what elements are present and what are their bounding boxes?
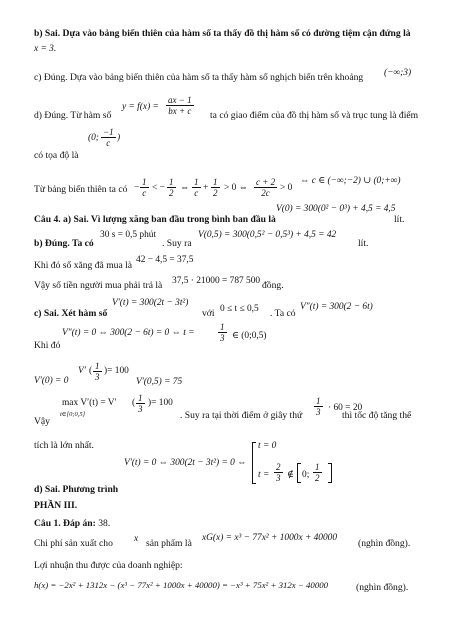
chi-equation: xG(x) = x³ − 77x² + 1000x + 40000 (202, 533, 338, 543)
item-d-point-frac (101, 127, 116, 148)
loi-line (34, 560, 183, 572)
item-d-point-num: −1 (103, 127, 114, 137)
q4-text: Câu 4. a) Sai. Vì lượng xăng ban đầu trong bình ban đầu là (34, 214, 276, 225)
vay2-text: Vậy (34, 416, 50, 427)
khido-equation: V″(t) = 0 ⇔ 300(2 − 6t) = 0 ⇔ t = (62, 328, 195, 338)
d4-sys2-frac: $\frac{2}{3}$ (276, 462, 281, 483)
d4-sys2-notin: ∉ (287, 470, 294, 480)
item-c-interval: (−∞;3) (384, 68, 412, 78)
c4-function: V′(t) = 300(2t − 3t²) (112, 298, 189, 308)
chi-unit: (nghìn đồng). (358, 538, 411, 549)
d4-interval-frac: $\frac{1}{2}$ (315, 462, 320, 483)
d4-interval-close (328, 463, 332, 483)
vay2-seconds: · 60 = 20 (328, 403, 363, 413)
ineq-pre: Từ bảng biến thiên ta có (34, 184, 128, 195)
v13-value: )= 100 (104, 366, 129, 376)
vay-text: Vậy số tiền người mua phải trả là (34, 280, 163, 291)
h-equation: h(x) = −2x² + 1312x − (x³ − 77x² + 1000x + 40000) = −x³ + 75x² + 312x − 40000 (34, 580, 329, 590)
khi-equation: 42 − 4,5 = 37,5 (136, 255, 194, 265)
vay2-mid: . Suy ra tại thời điểm ở giây thứ (180, 410, 303, 421)
phan-iii (34, 500, 77, 512)
d4-interval-zero: 0; (302, 470, 310, 480)
c4-line (34, 308, 107, 320)
chi-x: x (134, 534, 139, 544)
item-b-equation: x = 3. (34, 44, 57, 54)
item-d-point-den: c (106, 138, 111, 148)
d4-interval-open (297, 463, 301, 483)
cau1-line (34, 518, 110, 530)
b4-unit: lít. (358, 238, 369, 249)
c4-ta: . Ta có (270, 308, 296, 319)
ineq-fracs: $\frac{1}{c}$ − < − $\frac{1}{2}$ ⇔ $\frac{1}{c}$ + $\frac{1}{2}$ > 0 ⇔ $\frac{c + 2}{2c}$ > 0 (134, 177, 293, 198)
ineq-line (34, 184, 127, 196)
item-d-pre: d) Đúng. Từ hàm số (34, 110, 112, 121)
khi-line (34, 260, 132, 272)
b4-line (34, 238, 94, 250)
v13-open: ( (89, 366, 93, 376)
q4-line (34, 214, 276, 226)
vay-unit: đồng. (262, 280, 284, 291)
item-d-line (34, 110, 111, 122)
v13-frac: $\frac{1}{3}$ (95, 361, 100, 382)
khido-text: Khi đó (34, 340, 61, 351)
vay-equation: 37,5 · 21000 = 787 500 (172, 276, 261, 286)
q4-equation: V(0) = 300(0² − 0³) + 4,5 = 4,5 (276, 204, 396, 214)
b4-pre: b) Đúng. Ta có (34, 238, 94, 249)
vay2-sub: t∈[0;0,5] (60, 411, 86, 418)
b4-time: 30 s = 0,5 phút (100, 230, 157, 240)
c4-domain: 0 ≤ t ≤ 0,5 (220, 304, 259, 314)
vay2-frac: $\frac{1}{3}$ (138, 393, 143, 414)
tich-text: tích là lớn nhất. (34, 440, 94, 451)
item-d-fraction (166, 95, 194, 116)
b4-equation: V(0,5) = 300(0,5² − 0,5³) + 4,5 = 42 (198, 230, 337, 240)
vay2-paren-open: ( (132, 398, 136, 408)
item-c-line (34, 72, 363, 84)
vay-line (34, 280, 162, 292)
item-d-coord-line (34, 150, 79, 162)
ineq-result: ⇔ c ∈ (−∞;−2) ∪ (0;+∞) (300, 176, 401, 186)
vay2-eq-text: = 100 (151, 398, 173, 408)
item-d-post-text: ta có giao điểm của đồ thị hàm số và trục tung là điểm (210, 110, 419, 121)
khido-line (34, 340, 60, 352)
vay2-max: max V′(t) = V′ (62, 398, 117, 408)
c4-pre: c) Sai. Xét hàm số (34, 308, 108, 319)
item-d-fraction-num: ax − 1 (168, 95, 192, 105)
item-d-post (210, 110, 418, 122)
d4-sys2: t = (258, 470, 270, 480)
d4-sys1: t = 0 (258, 441, 277, 451)
cau1-answer: 38. (98, 518, 111, 529)
phan-iii-text: PHẦN III. (34, 500, 78, 511)
khido-frac: $\frac{1}{3}$ (220, 322, 225, 343)
chi-mid: sản phẩm là (146, 538, 192, 549)
v05-value: V′(0,5) = 75 (136, 377, 183, 387)
d4-pre: d) Sai. Phương trình (34, 484, 119, 495)
vay2-eq: )= 100 (148, 398, 173, 408)
item-d-point-close: ) (117, 133, 121, 143)
item-b-line (34, 28, 411, 40)
khi-text: Khi đó số xăng đã mua là (34, 260, 133, 271)
c4-second-derivative: V″(t) = 300(2 − 6t) (300, 302, 373, 312)
v0-value: V′(0) = 0 (34, 376, 69, 386)
d4-line (34, 484, 118, 496)
chi-text: Chi phí sản xuất cho (34, 538, 113, 549)
item-d-point-open: (0; (88, 133, 99, 143)
vay2-line (34, 416, 50, 428)
vay2-sec-frac: $\frac{1}{3}$ (316, 396, 321, 417)
vay2-post: thì tốc độ tăng thể (342, 410, 412, 421)
item-b-text: b) Sai. Dựa vào bảng biến thiên của hàm số ta thấy đồ thị hàm số có đường tiệm cận đứng là (34, 28, 411, 39)
q4-unit: lít. (394, 214, 405, 225)
v13-value-text: = 100 (107, 366, 129, 376)
khido-tail: ∈ (0;0,5) (232, 331, 267, 341)
v13-label: V′ (78, 366, 86, 376)
item-d-fraction-den: bx + c (168, 106, 192, 116)
item-c-text: c) Đúng. Dựa vào bảng biến thiên của hàm số ta thấy hàm số nghịch biến trên khoảng (34, 72, 364, 83)
loi-text: Lợi nhuận thu được của doanh nghiệp: (34, 560, 183, 571)
d4-equation: V′(t) = 0 ⇔ 300(2t − 3t²) = 0 ⇔ (124, 458, 247, 468)
h-unit: (nghìn đồng). (356, 582, 409, 593)
item-d-coord-text: có tọa độ là (34, 150, 79, 161)
c4-with: với (202, 308, 215, 319)
item-d-function: y = f(x) = (122, 102, 159, 112)
cau1-label: Câu 1. Đáp án: (34, 518, 96, 529)
tich-line (34, 440, 94, 452)
chi-line (34, 538, 113, 550)
b4-mid: . Suy ra (162, 238, 192, 249)
d4-bracket (252, 442, 256, 484)
